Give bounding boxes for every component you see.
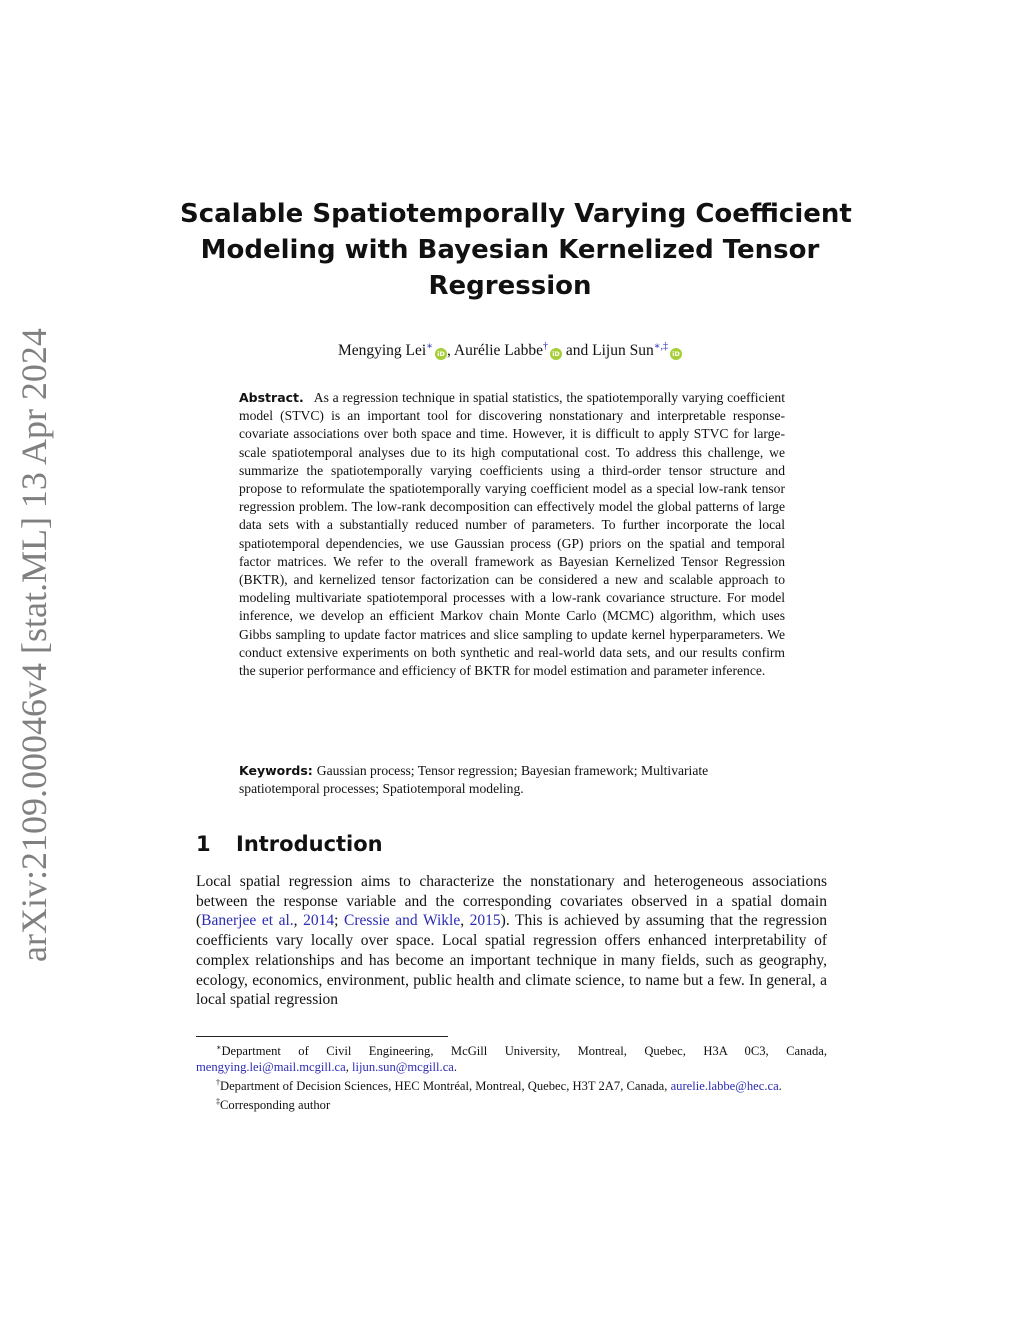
email-link[interactable]: aurelie.labbe@hec.ca [670,1079,779,1093]
intro-text: ). This is achieved by assuming that the regression coefficients vary locally over space. Local spatial regression offers enhanced interpretability of complex relationships and has become an important technique in many fields, such as geography, ecology, economics, environment, public health and climate science, to name but a few. In general, a local spatial regression [196,912,828,1009]
affiliation-mark[interactable]: † [543,341,549,352]
orcid-icon[interactable]: iD [435,348,447,360]
citation-link[interactable]: Cressie and Wikle [344,912,461,930]
intro-text: Local spatial regression aims to characterize the nonstationary and heterogeneous associations between the response variable and the corresponding covariates observed in a spatial domain ( [196,873,827,930]
author-list [180,337,840,361]
email-link[interactable]: lijun.sun@mcgill.ca [352,1060,454,1074]
citation-separator: , [293,912,304,930]
section-heading [196,830,383,858]
orcid-icon[interactable]: iD [670,348,682,360]
title-line: Regression [428,271,592,301]
footnote-mark: † [216,1078,220,1087]
footnote-divider [196,1036,448,1037]
footnote [196,1075,827,1094]
abstract [239,389,785,680]
title-line: Modeling with Bayesian Kernelized Tensor [200,235,820,265]
orcid-icon[interactable]: iD [550,348,562,360]
abstract-text: As a regression technique in spatial statistics, the spatiotemporally varying coefficient model (STVC) is an important tool for discovering nonstationary and interpretable response-covariate associations over both space and time. However, it is difficult to apply STVC for large-scale spatiotemporal analyses due to its high computational cost. To address this challenge, we summarize the spatiotemporally varying coefficients using a third-order tensor structure and propose to reformulate the spatiotemporally varying coefficient model as a special low-rank tensor regression problem. The low-rank decomposition can effectively model the global patterns of large data sets with a substantially reduced number of parameters. To further incorporate the local spatiotemporal dependencies, we use Gaussian process (GP) priors on the spatial and temporal factor matrices. We refer to the overall framework as Bayesian Kernelized Tensor Regression (BKTR), and kernelized tensor factorization can be considered a new and scalable approach to modeling multivariate spatiotemporal processes with a low-rank covariance structure. For model inference, we develop an efficient Markov chain Monte Carlo (MCMC) algorithm, which uses Gibbs sampling to update factor matrices and slice sampling to update kernel hyperparameters. We conduct extensive experiments on both synthetic and real-world data sets, and our results confirm the superior performance and efficiency of BKTR for model estimation and parameter inference. [239,390,785,679]
email-link[interactable]: mengying.lei@mail.mcgill.ca [196,1060,346,1074]
footnotes [196,1040,827,1113]
citation-year-link[interactable]: 2015 [469,912,501,930]
abstract-label: Abstract. [239,390,304,405]
footnote-text: Corresponding author [220,1098,331,1112]
author-name: Mengying Lei [337,342,427,359]
footnote [196,1040,827,1075]
author-name: Aurélie Labbe [453,342,544,359]
footnote-end: . [453,1060,458,1074]
citation-separator: ; [334,912,345,930]
keywords [239,762,785,798]
citation-year-link[interactable]: 2014 [303,912,335,930]
affiliation-mark[interactable]: ∗,‡ [653,341,669,352]
citation-separator: , [460,912,470,930]
footnote-mark: ∗ [216,1043,222,1052]
author-separator: , [447,342,454,359]
footnote-end: . [778,1079,782,1093]
keywords-label: Keywords: [239,763,313,778]
arxiv-identifier: arXiv:2109.00046v4 [stat.ML] 13 Apr 2024 [14,328,54,962]
paper-title [180,196,852,304]
footnote [196,1094,827,1113]
introduction-paragraph [196,872,827,1010]
link-separator: , [345,1060,353,1074]
keywords-text: Gaussian process; Tensor regression; Bayesian framework; Multivariate spatiotemporal processes; Spatiotemporal modeling. [239,763,709,797]
title-line: Scalable Spatiotemporally Varying Coefficient [180,199,852,229]
footnote-text: Department of Decision Sciences, HEC Montréal, Montreal, Quebec, H3T 2A7, Canada, [220,1079,671,1093]
author-separator: and [562,342,593,359]
author-name: Lijun Sun [592,342,654,359]
footnote-text: Department of Civil Engineering, McGill University, Montreal, Quebec, H3A 0C3, Canada, [221,1044,827,1058]
section-title: Introduction [236,832,383,856]
citation-link[interactable]: Banerjee et al. [201,912,294,930]
section-number: 1 [196,832,211,856]
footnote-mark: ‡ [216,1097,220,1106]
affiliation-mark[interactable]: ∗ [426,341,434,352]
